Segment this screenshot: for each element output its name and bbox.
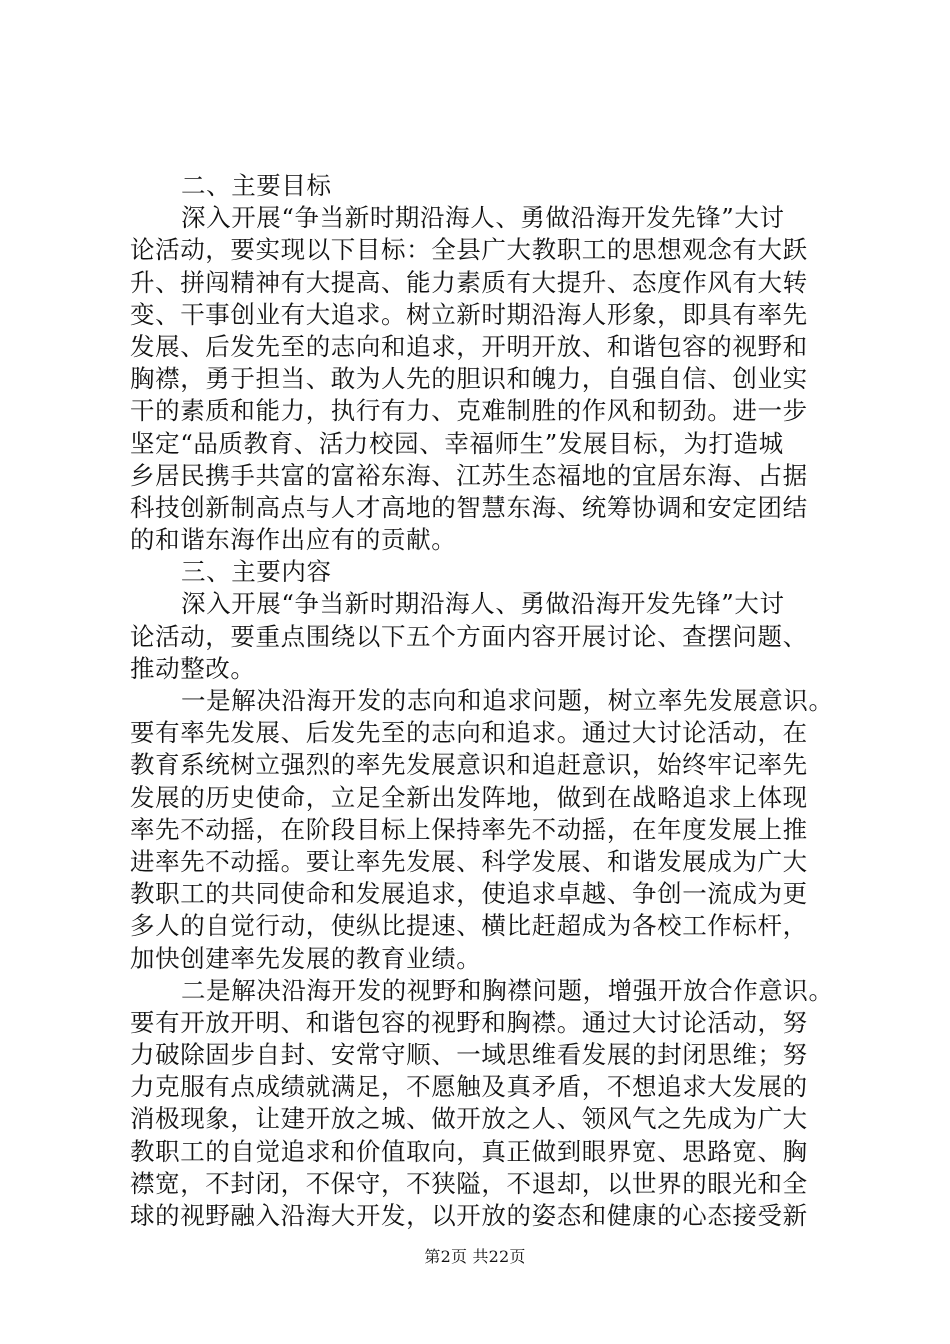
text-line: 深入开展“争当新时期沿海人、勇做沿海开发先锋”大讨 xyxy=(181,203,785,233)
text-line: 推动整改。 xyxy=(130,653,256,683)
text-line: 球的视野融入沿海大开发，以开放的姿态和健康的心态接受新 xyxy=(130,1201,808,1230)
text-line: 干的素质和能力，执行有力、克难制胜的作风和韧劲。进一步 xyxy=(130,396,808,426)
text-line: 力克服有点成绩就满足，不愿触及真矛盾，不想追求大发展的 xyxy=(130,1072,808,1102)
text-line: 力破除固步自封、安常守顺、一域思维看发展的封闭思维；努 xyxy=(130,1040,808,1070)
text-line: 变、干事创业有大追求。树立新时期沿海人形象，即具有率先 xyxy=(130,299,808,329)
text-line: 教职工的共同使命和发展追求，使追求卓越、争创一流成为更 xyxy=(130,879,808,909)
text-line: 深入开展“争当新时期沿海人、勇做沿海开发先锋”大讨 xyxy=(181,589,785,619)
document-body xyxy=(130,170,834,1232)
text-line: 进率先不动摇。要让率先发展、科学发展、和谐发展成为广大 xyxy=(130,846,808,876)
text-line: 教育系统树立强烈的率先发展意识和追赶意识，始终牢记率先 xyxy=(130,750,808,780)
text-line: 坚定“品质教育、活力校园、幸福师生”发展目标，为打造城 xyxy=(130,428,784,458)
text-line: 多人的自觉行动，使纵比提速、横比赶超成为各校工作标杆， xyxy=(130,911,808,941)
text-line: 论活动，要实现以下目标：全县广大教职工的思想观念有大跃 xyxy=(130,235,808,265)
text-line: 襟宽，不封闭，不保守，不狭隘，不退却，以世界的眼光和全 xyxy=(130,1168,808,1198)
text-line: 教职工的自觉追求和价值取向，真正做到眼界宽、思路宽、胸 xyxy=(130,1136,808,1166)
text-line: 率先不动摇，在阶段目标上保持率先不动摇，在年度发展上推 xyxy=(130,814,808,844)
text-line: 二、主要目标 xyxy=(181,171,332,200)
text-line: 要有开放开明、和谐包容的视野和胸襟。通过大讨论活动，努 xyxy=(130,1007,808,1037)
text-line: 二是解决沿海开发的视野和胸襟问题，增强开放合作意识。 xyxy=(181,975,834,1005)
text-line: 要有率先发展、后发先至的志向和追求。通过大讨论活动，在 xyxy=(130,718,808,748)
text-line: 的和谐东海作出应有的贡献。 xyxy=(130,525,457,555)
text-line: 加快创建率先发展的教育业绩。 xyxy=(130,943,482,973)
text-line: 三、主要内容 xyxy=(181,557,332,587)
text-line: 科技创新制高点与人才高地的智慧东海、统筹协调和安定团结 xyxy=(130,492,808,522)
text-line: 论活动，要重点围绕以下五个方面内容开展讨论、查摆问题、 xyxy=(130,621,808,651)
text-line: 升、拼闯精神有大提高、能力素质有大提升、态度作风有大转 xyxy=(130,267,808,297)
page-footer: 第2页 共22页 xyxy=(424,1247,526,1266)
text-line: 发展、后发先至的志向和追求，开明开放、和谐包容的视野和 xyxy=(130,331,808,361)
text-line: 乡居民携手共富的富裕东海、江苏生态福地的宜居东海、占据 xyxy=(130,460,808,490)
text-line: 发展的历史使命，立足全新出发阵地，做到在战略追求上体现 xyxy=(130,782,808,812)
text-line: 一是解决沿海开发的志向和追求问题，树立率先发展意识。 xyxy=(181,686,834,715)
text-line: 消极现象，让建开放之城、做开放之人、领风气之先成为广大 xyxy=(130,1104,808,1134)
text-line: 胸襟，勇于担当、敢为人先的胆识和魄力，自强自信、创业实 xyxy=(130,364,808,394)
